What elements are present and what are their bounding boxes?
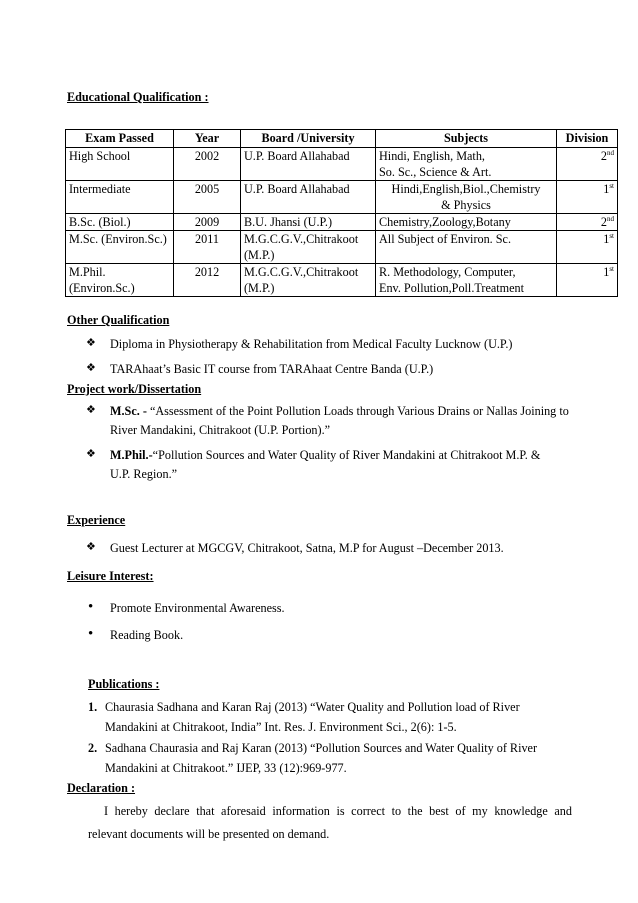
project-text: “Assessment of the Point Pollution Loads through Various Drains or Nallas Joining to bbox=[146, 404, 569, 418]
project-label: M.Phil.- bbox=[110, 448, 153, 462]
subjects-line: R. Methodology, Computer, bbox=[379, 265, 516, 279]
subjects-line: Hindi,English,Biol.,Chemistry bbox=[391, 182, 541, 196]
board-cell: U.P. Board Allahabad bbox=[241, 181, 376, 214]
subjects-line: Hindi, English, Math, bbox=[379, 149, 485, 163]
project-text: “Pollution Sources and Water Quality of River Mandakini at Chitrakoot M.P. & bbox=[152, 448, 541, 462]
board-line: (M.P.) bbox=[244, 248, 275, 262]
subjects-line: & Physics bbox=[441, 198, 491, 212]
declaration-heading: Declaration : bbox=[67, 781, 136, 795]
other-qualification-heading: Other Qualification bbox=[67, 313, 170, 327]
publication-number: 2. bbox=[88, 741, 98, 755]
year-cell: 2005 bbox=[174, 181, 241, 214]
diamond-bullet-icon: ❖ bbox=[86, 540, 96, 553]
year-cell: 2012 bbox=[174, 264, 241, 297]
subjects-cell: Chemistry,Zoology,Botany bbox=[376, 214, 557, 231]
table-row bbox=[66, 148, 618, 181]
table-row bbox=[66, 214, 618, 231]
division-suffix: nd bbox=[607, 149, 614, 157]
year-cell: 2009 bbox=[174, 214, 241, 231]
publication-line: Sadhana Chaurasia and Raj Karan (2013) “Pollution Sources and Water Quality of River bbox=[105, 741, 538, 755]
list-item-text: Diploma in Physiotherapy & Rehabilitation from Medical Faculty Lucknow (U.P.) bbox=[110, 337, 513, 351]
list-item-text: TARAhaat’s Basic IT course from TARAhaat Centre Banda (U.P.) bbox=[110, 362, 434, 376]
publication-line: Mandakini at Chitrakoot, India” Int. Res. J. Environment Sci., 2(6): 1-5. bbox=[105, 720, 457, 734]
table-row bbox=[66, 264, 618, 297]
exam-cell: M.Sc. (Environ.Sc.) bbox=[66, 231, 174, 264]
publication-item bbox=[88, 738, 576, 778]
publications-heading: Publications : bbox=[88, 677, 160, 691]
division-cell bbox=[557, 214, 618, 231]
subjects-cell bbox=[376, 264, 557, 297]
publication-line: Chaurasia Sadhana and Karan Raj (2013) “Water Quality and Pollution load of River bbox=[105, 700, 520, 714]
column-header-year: Year bbox=[174, 130, 241, 148]
publication-item bbox=[88, 697, 576, 737]
project-work-heading: Project work/Dissertation bbox=[67, 382, 202, 396]
project-line: River Mandakini, Chitrakoot (U.P. Portion).” bbox=[110, 423, 331, 437]
list-item bbox=[86, 402, 606, 440]
experience-heading: Experience bbox=[67, 513, 126, 527]
table-row bbox=[66, 181, 618, 214]
list-item bbox=[86, 539, 504, 558]
year-cell: 2002 bbox=[174, 148, 241, 181]
project-line: U.P. Region.” bbox=[110, 467, 178, 481]
column-header-division: Division bbox=[557, 130, 618, 148]
round-bullet-icon: • bbox=[88, 626, 94, 642]
diamond-bullet-icon: ❖ bbox=[86, 447, 96, 460]
division-value: 1 bbox=[603, 182, 610, 196]
board-cell bbox=[241, 264, 376, 297]
division-cell bbox=[557, 181, 618, 214]
list-item-text: Promote Environmental Awareness. bbox=[110, 601, 285, 615]
division-suffix: st bbox=[609, 265, 614, 273]
diamond-bullet-icon: ❖ bbox=[86, 336, 96, 349]
list-item bbox=[88, 599, 285, 618]
subjects-cell bbox=[376, 148, 557, 181]
board-cell bbox=[241, 231, 376, 264]
project-line bbox=[110, 446, 540, 465]
year-cell: 2011 bbox=[174, 231, 241, 264]
division-value: 1 bbox=[603, 265, 610, 279]
round-bullet-icon: • bbox=[88, 599, 94, 615]
column-header-subjects: Subjects bbox=[376, 130, 557, 148]
publication-line: Mandakini at Chitrakoot.” IJEP, 33 (12):969-977. bbox=[105, 761, 347, 775]
exam-line: (Environ.Sc.) bbox=[69, 281, 135, 295]
subjects-cell: All Subject of Environ. Sc. bbox=[376, 231, 557, 264]
list-item-text: Guest Lecturer at MGCGV, Chitrakoot, Satna, M.P for August –December 2013. bbox=[110, 541, 504, 555]
list-item bbox=[88, 626, 183, 645]
list-item-text: Reading Book. bbox=[110, 628, 184, 642]
list-item bbox=[86, 335, 512, 354]
subjects-cell bbox=[376, 181, 557, 214]
division-cell bbox=[557, 264, 618, 297]
diamond-bullet-icon: ❖ bbox=[86, 361, 96, 374]
subjects-line: Env. Pollution,Poll.Treatment bbox=[379, 281, 525, 295]
division-value: 1 bbox=[603, 232, 610, 246]
exam-cell: B.Sc. (Biol.) bbox=[66, 214, 174, 231]
exam-cell: Intermediate bbox=[66, 181, 174, 214]
subjects-line: So. Sc., Science & Art. bbox=[379, 165, 492, 179]
board-cell: B.U. Jhansi (U.P.) bbox=[241, 214, 376, 231]
board-line: (M.P.) bbox=[244, 281, 275, 295]
project-description bbox=[110, 446, 540, 484]
list-item bbox=[86, 360, 433, 379]
list-item bbox=[86, 446, 606, 484]
division-suffix: nd bbox=[607, 215, 614, 223]
project-label: M.Sc. - bbox=[110, 404, 147, 418]
exam-line: M.Phil. bbox=[69, 265, 106, 279]
table-row bbox=[66, 231, 618, 264]
publication-citation bbox=[105, 738, 537, 778]
publication-number: 1. bbox=[88, 700, 98, 714]
leisure-interest-heading: Leisure Interest: bbox=[67, 569, 154, 583]
exam-cell bbox=[66, 264, 174, 297]
board-line: M.G.C.G.V.,Chitrakoot bbox=[244, 232, 359, 246]
declaration-line: relevant documents will be presented on demand. bbox=[88, 827, 330, 841]
education-table bbox=[65, 129, 618, 297]
education-table-header-row bbox=[66, 130, 618, 148]
column-header-board: Board /University bbox=[241, 130, 376, 148]
board-line: M.G.C.G.V.,Chitrakoot bbox=[244, 265, 359, 279]
board-cell: U.P. Board Allahabad bbox=[241, 148, 376, 181]
project-description bbox=[110, 402, 569, 440]
diamond-bullet-icon: ❖ bbox=[86, 403, 96, 416]
project-line bbox=[110, 402, 569, 421]
exam-cell: High School bbox=[66, 148, 174, 181]
educational-qualification-heading: Educational Qualification : bbox=[67, 90, 209, 104]
division-cell bbox=[557, 148, 618, 181]
division-suffix: st bbox=[609, 182, 614, 190]
division-value: 2 bbox=[600, 149, 607, 163]
division-value: 2 bbox=[600, 215, 607, 229]
declaration-line: I hereby declare that aforesaid information is correct to the best of my knowledge and bbox=[104, 804, 572, 818]
column-header-exam: Exam Passed bbox=[66, 130, 174, 148]
division-cell bbox=[557, 231, 618, 264]
publication-citation bbox=[105, 697, 520, 737]
division-suffix: st bbox=[609, 232, 614, 240]
